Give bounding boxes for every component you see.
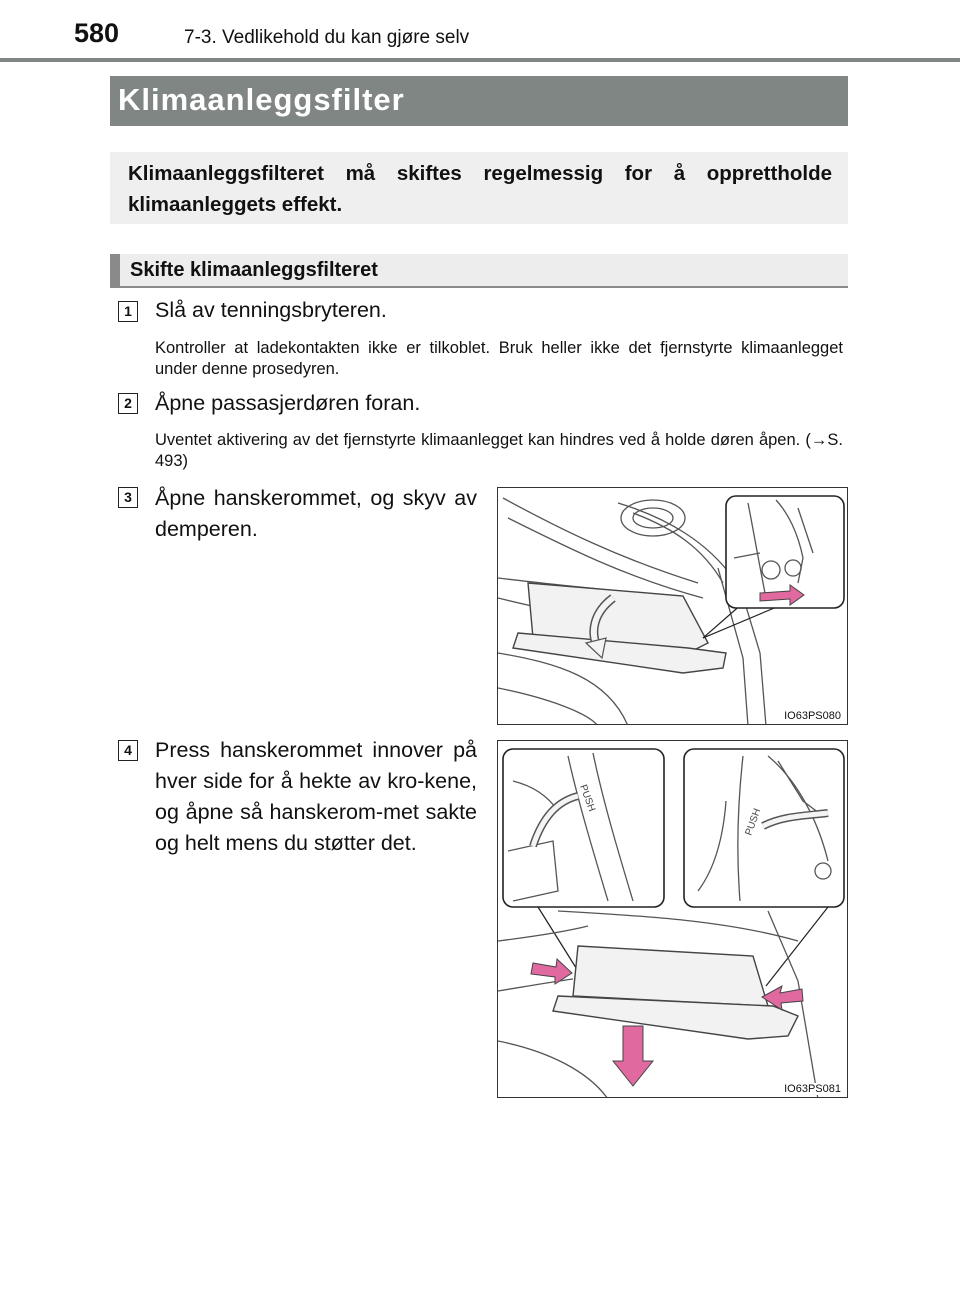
push-label-right: PUSH: [743, 807, 764, 838]
step-1-title: Slå av tenningsbryteren.: [155, 298, 387, 322]
glovebox-release-illustration: [498, 741, 848, 1098]
header-rule: [0, 58, 960, 62]
reference-arrow-icon: →: [810, 431, 828, 449]
step-4-text: Press hanskerommet innover på hver side for å hekte av kro-kene, og åpne så hanskerom-met sakte og helt mens du støtter det.: [155, 738, 477, 855]
page-title: Klimaanleggsfilter: [118, 82, 405, 117]
step-3-number: 3: [118, 487, 138, 508]
subheading-band: [110, 254, 848, 288]
step-2-title: Åpne passasjerdøren foran.: [155, 391, 421, 415]
page-number: 580: [74, 18, 120, 48]
step-3-text: Åpne hanskerommet, og skyv av demperen.: [155, 486, 477, 541]
section-header: 7-3. Vedlikehold du kan gjøre selv: [184, 27, 470, 48]
title-band: [110, 76, 848, 126]
step-2-note: [155, 430, 843, 472]
page-reference-link[interactable]: S. 493): [155, 431, 843, 470]
step-1-note: Kontroller at ladekontakten ikke er tilkoblet. Bruk heller ikke det fjernstyrte klimaanlegget under denne prosedyren.: [155, 339, 843, 378]
intro-box: [110, 152, 848, 224]
figure-glovebox-release: [497, 740, 848, 1098]
subheading: Skifte klimaanleggsfilteret: [130, 259, 378, 281]
figure-glovebox-damper: [497, 487, 848, 725]
glovebox-damper-illustration: [498, 488, 848, 725]
figure-code-081: IO63PS081: [784, 1083, 841, 1095]
step-4-number: 4: [118, 740, 138, 761]
step-2-note-text: Uventet aktivering av det fjernstyrte klimaanlegget kan hindres ved å holde døren åpen. (: [155, 431, 811, 449]
step-1-number: 1: [118, 301, 138, 322]
intro-text: Klimaanleggsfilteret må skiftes regelmessig for å opprettholde klimaanleggets effekt.: [128, 162, 832, 216]
push-label-left: PUSH: [577, 783, 598, 814]
figure-code-080: IO63PS080: [784, 710, 841, 722]
step-2-number: 2: [118, 393, 138, 414]
